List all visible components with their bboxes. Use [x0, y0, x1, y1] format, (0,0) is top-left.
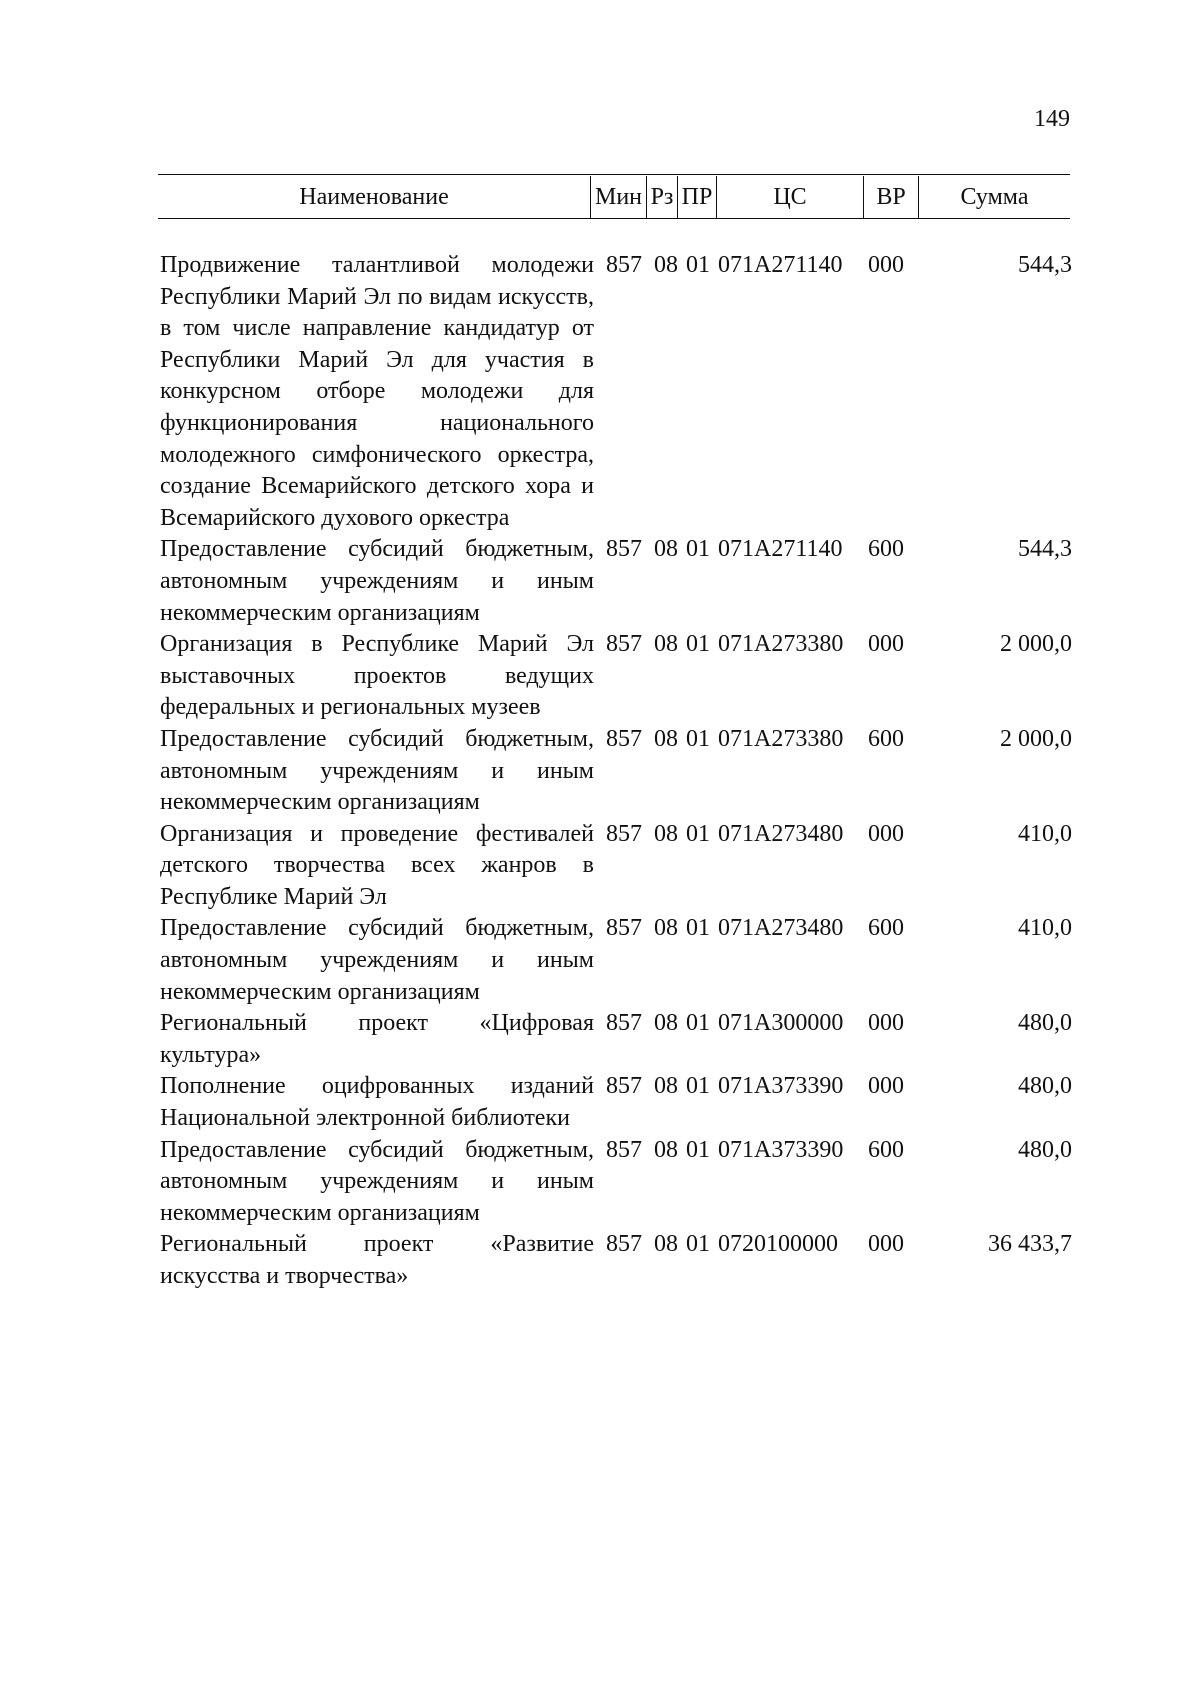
row-codes — [606, 913, 918, 945]
table-row — [160, 629, 1072, 724]
page-number: 149 — [1034, 106, 1070, 132]
row-rz: 08 — [654, 1010, 678, 1037]
header-sum: Сумма — [960, 184, 1029, 210]
row-sum: 480,0 — [1018, 1073, 1072, 1100]
row-rz: 08 — [654, 536, 678, 563]
row-codes — [606, 629, 918, 661]
header-pr: ПР — [681, 184, 713, 210]
row-cs: 071A273480 — [718, 820, 844, 847]
row-sum: 2 000,0 — [1000, 631, 1072, 658]
budget-table-body — [160, 250, 1072, 1293]
row-pr: 01 — [686, 820, 710, 847]
row-vr: 600 — [868, 725, 904, 752]
row-codes — [606, 1071, 918, 1103]
table-row — [160, 534, 1072, 629]
row-name: Организация и проведение фестивалей детского творчества всех жанров в Республике Марий Эл — [160, 820, 594, 910]
row-pr: 01 — [686, 725, 710, 752]
row-name: Пополнение оцифрованных изданий Национальной электронной библиотеки — [160, 1073, 594, 1132]
table-row — [160, 724, 1072, 819]
row-sum: 544,3 — [1018, 252, 1072, 278]
row-name: Предоставление субсидий бюджетным, автономным учреждениям и иным некоммерческим организациям — [160, 915, 594, 1005]
table-row — [160, 1008, 1072, 1071]
row-cs: 071A273380 — [718, 725, 844, 752]
row-cs: 071A273380 — [718, 631, 844, 658]
row-codes — [606, 724, 918, 756]
row-vr: 600 — [868, 536, 904, 563]
row-vr: 600 — [868, 1136, 904, 1163]
row-min: 857 — [606, 631, 642, 658]
row-sum: 2 000,0 — [1000, 725, 1072, 752]
row-vr: 000 — [868, 1010, 904, 1037]
row-pr: 01 — [686, 1073, 710, 1100]
header-cs: ЦС — [773, 184, 807, 210]
row-pr: 01 — [686, 1010, 710, 1037]
row-name: Продвижение талантливой молодежи Республики Марий Эл по видам искусств, в том числе направление кандидатур от Республики Марий Эл для участия в конкурсном отборе молодежи для функционирования национального молодежного симфонического оркестра, создание Всемарийского детского хора и Всемарийского духового оркестра — [160, 252, 594, 531]
row-rz: 08 — [654, 725, 678, 752]
row-sum: 410,0 — [1018, 820, 1072, 847]
row-cs: 071A271140 — [718, 252, 843, 278]
header-rz: Рз — [650, 184, 674, 210]
row-min: 857 — [606, 252, 642, 278]
row-name: Предоставление субсидий бюджетным, автономным учреждениям и иным некоммерческим организациям — [160, 1136, 594, 1226]
row-name: Региональный проект «Цифровая культура» — [160, 1010, 594, 1068]
row-rz: 08 — [654, 1136, 678, 1163]
row-codes — [606, 1008, 918, 1040]
row-name: Предоставление субсидий бюджетным, автономным учреждениям и иным некоммерческим организациям — [160, 536, 594, 626]
row-codes — [606, 250, 918, 282]
row-cs: 071A273480 — [718, 915, 844, 942]
row-rz: 08 — [654, 1231, 678, 1258]
row-vr: 000 — [868, 820, 904, 847]
row-sum: 410,0 — [1018, 915, 1072, 942]
row-cs: 071A271140 — [718, 536, 843, 563]
row-codes — [606, 1135, 918, 1167]
row-pr: 01 — [686, 1231, 710, 1258]
row-cs: 071A373390 — [718, 1073, 844, 1100]
header-min: Мин — [594, 184, 643, 210]
row-min: 857 — [606, 820, 642, 847]
row-name: Организация в Республике Марий Эл выставочных проектов ведущих федеральных и региональных музеев — [160, 631, 594, 721]
row-rz: 08 — [654, 631, 678, 658]
row-cs: 071A373390 — [718, 1136, 844, 1163]
row-rz: 08 — [654, 1073, 678, 1100]
row-pr: 01 — [686, 536, 710, 563]
row-rz: 08 — [654, 252, 678, 278]
row-sum: 544,3 — [1018, 536, 1072, 563]
header-vr: ВР — [876, 184, 906, 210]
row-min: 857 — [606, 536, 642, 563]
row-rz: 08 — [654, 915, 678, 942]
row-vr: 000 — [868, 1073, 904, 1100]
row-min: 857 — [606, 1010, 642, 1037]
row-min: 857 — [606, 1231, 642, 1258]
row-sum: 480,0 — [1018, 1136, 1072, 1163]
row-min: 857 — [606, 915, 642, 942]
row-vr: 000 — [868, 631, 904, 658]
row-name: Предоставление субсидий бюджетным, автономным учреждениям и иным некоммерческим организациям — [160, 725, 594, 816]
row-vr: 600 — [868, 915, 904, 942]
row-vr: 000 — [868, 1231, 904, 1258]
row-min: 857 — [606, 1136, 642, 1163]
header-name: Наименование — [299, 184, 449, 210]
table-row — [160, 1229, 1072, 1292]
table-row — [160, 1135, 1072, 1230]
row-name: Региональный проект «Развитие искусства и творчества» — [160, 1231, 594, 1289]
row-cs: 0720100000 — [718, 1231, 838, 1258]
row-pr: 01 — [686, 1136, 710, 1163]
table-row — [160, 250, 1072, 534]
row-min: 857 — [606, 725, 642, 752]
header-top-rule — [158, 174, 1070, 175]
row-vr: 000 — [868, 252, 904, 278]
row-codes — [606, 1229, 918, 1261]
table-row — [160, 1071, 1072, 1134]
row-sum: 480,0 — [1018, 1010, 1072, 1037]
table-row — [160, 819, 1072, 914]
row-pr: 01 — [686, 252, 710, 278]
row-sum: 36 433,7 — [988, 1231, 1072, 1258]
row-codes — [606, 534, 918, 566]
row-pr: 01 — [686, 631, 710, 658]
row-min: 857 — [606, 1073, 642, 1100]
header-bottom-rule — [158, 218, 1070, 219]
row-cs: 071A300000 — [718, 1010, 844, 1037]
table-row — [160, 913, 1072, 1008]
row-codes — [606, 819, 918, 851]
row-rz: 08 — [654, 820, 678, 847]
row-pr: 01 — [686, 915, 710, 942]
